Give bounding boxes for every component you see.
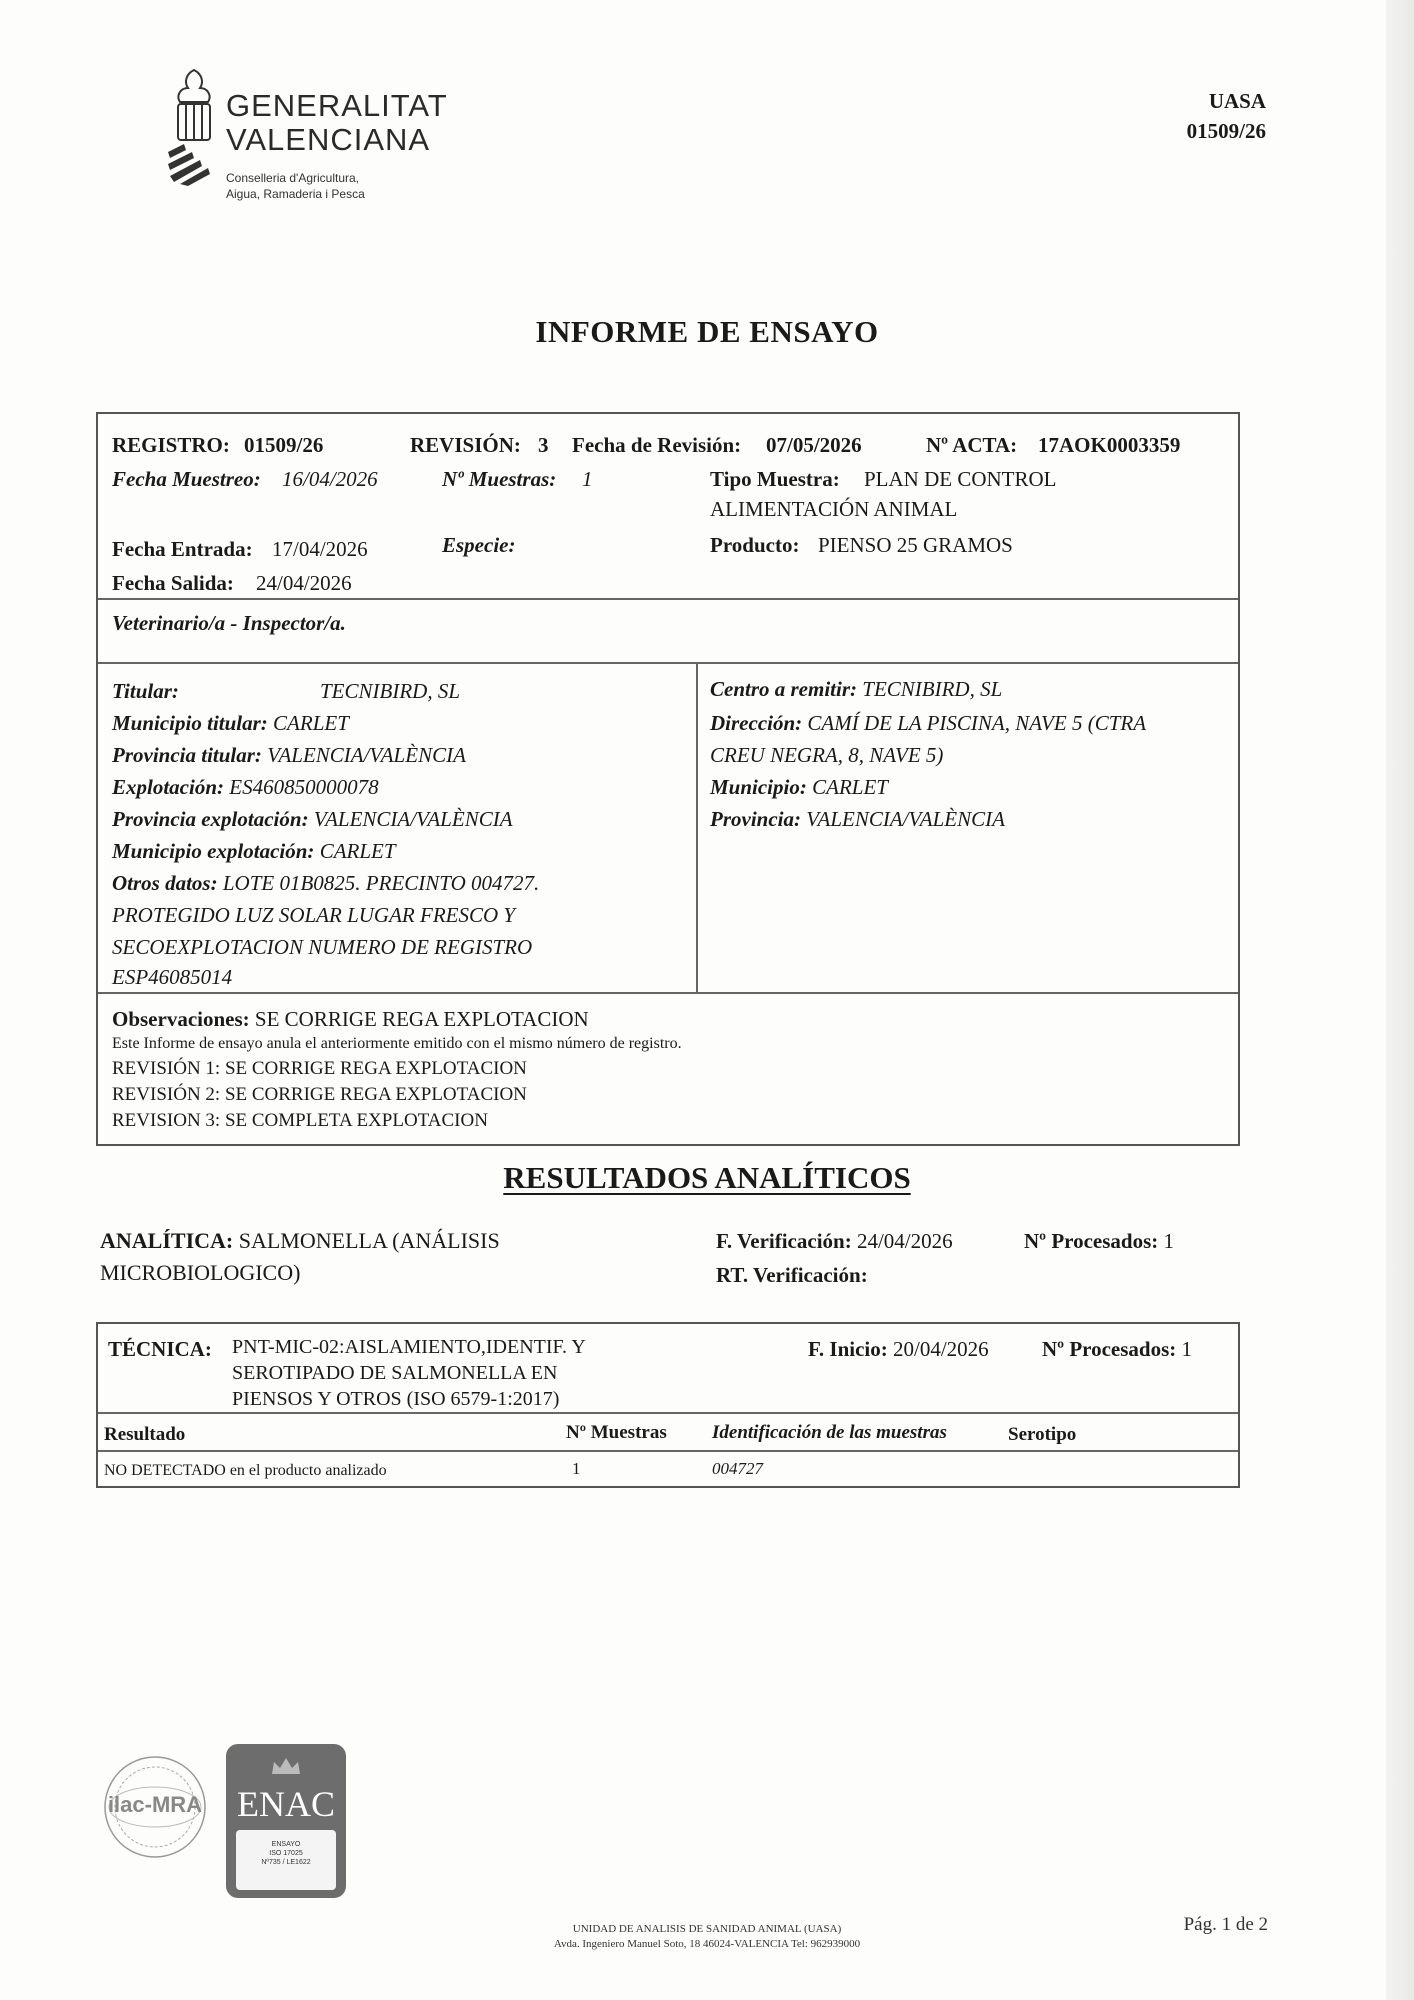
result-value: NO DETECTADO en el producto analizado: [104, 1462, 387, 1479]
observaciones-value: SE CORRIGE REGA EXPLOTACION: [254, 1007, 589, 1031]
divider: [98, 1412, 1238, 1414]
enac-label: ENAC: [237, 1784, 335, 1824]
centro-label: Centro a remitir:: [710, 677, 858, 701]
page-edge: [1386, 0, 1414, 2000]
titular-value: TECNIBIRD, SL: [320, 679, 461, 703]
table-header-serotipo: Serotipo: [1008, 1424, 1077, 1445]
f-verificacion-row: [716, 1226, 953, 1256]
n-muestras-value: 1: [582, 467, 593, 491]
generalitat-emblem-icon: [166, 66, 222, 186]
n-muestras-label: Nº Muestras:: [442, 467, 557, 491]
result-n-muestras: 1: [572, 1459, 581, 1478]
f-verificacion-value: 24/04/2026: [856, 1229, 953, 1253]
provincia-explotacion-label: Provincia explotación:: [112, 807, 309, 831]
f-inicio-label: F. Inicio:: [808, 1337, 888, 1361]
tipo-muestra-value-2: ALIMENTACIÓN ANIMAL: [710, 497, 958, 521]
tecnica-line-2: SEROTIPADO DE SALMONELLA EN: [232, 1362, 558, 1384]
otros-datos-line-3: SECOEXPLOTACION NUMERO DE REGISTRO: [112, 935, 533, 959]
municipio-explotacion-value: CARLET: [319, 839, 396, 863]
divider: [98, 598, 1238, 600]
footer-line-1: UNIDAD DE ANALISIS DE SANIDAD ANIMAL (UASA): [572, 1923, 842, 1935]
n-procesados-label: Nº Procesados:: [1024, 1229, 1159, 1253]
unit-reference: [1187, 86, 1266, 146]
tecnica-n-procesados-value: 1: [1181, 1337, 1193, 1361]
fecha-revision-label: Fecha de Revisión:: [572, 433, 742, 457]
analitica-value-2: MICROBIOLOGICO): [100, 1260, 301, 1285]
page-number: Pág. 1 de 2: [1183, 1914, 1268, 1935]
producto-value: PIENSO 25 GRAMOS: [818, 533, 1013, 557]
explotacion-label: Explotación:: [112, 775, 225, 799]
registro-value: 01509/26: [244, 433, 324, 457]
ilac-mra-logo: [100, 1752, 210, 1862]
analitica-value-1: SALMONELLA (ANÁLISIS: [238, 1228, 500, 1253]
resultados-title-text: RESULTADOS ANALÍTICOS: [503, 1160, 911, 1195]
divider: [98, 992, 1238, 994]
analitica-label: ANALÍTICA:: [100, 1228, 234, 1253]
acta-label: Nº ACTA:: [926, 433, 1018, 457]
municipio-titular-row: [112, 708, 349, 738]
logo-line-2: VALENCIANA: [226, 122, 431, 157]
municipio-label: Municipio:: [710, 775, 807, 799]
table-header-identificacion: Identificación de las muestras: [712, 1422, 947, 1443]
table-header-resultado: Resultado: [104, 1424, 186, 1445]
municipio-explotacion-label: Municipio explotación:: [112, 839, 315, 863]
provincia-explotacion-row: [112, 804, 513, 834]
producto-label: Producto:: [710, 533, 800, 557]
tecnica-n-procesados-label: Nº Procesados:: [1042, 1337, 1177, 1361]
centro-value: TECNIBIRD, SL: [862, 677, 1003, 701]
provincia-titular-label: Provincia titular:: [112, 743, 262, 767]
provincia-label: Provincia:: [710, 807, 801, 831]
explotacion-value: ES460850000078: [229, 775, 379, 799]
enac-accreditation-text: ENSAYO ISO 17025 Nº735 / LE1622: [261, 1841, 311, 1866]
f-inicio-value: 20/04/2026: [892, 1337, 989, 1361]
otros-datos-line-1: LOTE 01B0825. PRECINTO 004727.: [222, 871, 540, 895]
n-procesados-value: 1: [1163, 1229, 1175, 1253]
tecnica-label: TÉCNICA:: [108, 1337, 212, 1361]
crown-icon: [270, 1754, 302, 1776]
divider: [98, 1450, 1238, 1452]
provincia-row: [710, 804, 1005, 834]
otros-datos-line-4: ESP46085014: [112, 965, 233, 989]
tecnica-line-1: PNT-MIC-02:AISLAMIENTO,IDENTIF. Y: [232, 1336, 586, 1358]
divider: [98, 662, 1238, 664]
direccion-label: Dirección:: [710, 711, 803, 735]
document-title: INFORME DE ENSAYO: [535, 314, 879, 349]
fecha-salida-label: Fecha Salida:: [112, 571, 234, 595]
enac-logo: [226, 1744, 346, 1898]
especie-label: Especie:: [442, 533, 516, 557]
ilac-mra-text: ilac-MRA: [107, 1792, 203, 1817]
fecha-entrada-value: 17/04/2026: [272, 537, 368, 561]
provincia-value: VALENCIA/VALÈNCIA: [806, 807, 1005, 831]
tecnica-box: [96, 1322, 1240, 1488]
tipo-muestra-label: Tipo Muestra:: [710, 467, 840, 491]
column-divider: [696, 662, 698, 992]
observaciones-row: [112, 1004, 589, 1034]
provincia-titular-row: [112, 740, 466, 770]
revision-value: 3: [538, 433, 549, 457]
logo-subtitle-line-2: Aigua, Ramaderia i Pesca: [226, 187, 365, 201]
analitica-row: [100, 1226, 500, 1256]
footer-line-2: Avda. Ingeniero Manuel Soto, 18 46024-VALENCIA Tel: 962939000: [553, 1938, 861, 1950]
centro-row: [710, 674, 1002, 704]
direccion-line-2: CREU NEGRA, 8, NAVE 5): [710, 743, 944, 767]
n-procesados-row: [1024, 1226, 1174, 1256]
veterinario-label: Veterinario/a - Inspector/a.: [112, 611, 346, 635]
direccion-row: [710, 708, 1146, 738]
fecha-salida-value: 24/04/2026: [256, 571, 352, 595]
observaciones-line-4: REVISION 3: SE COMPLETA EXPLOTACION: [112, 1110, 488, 1131]
fecha-muestreo-value: 16/04/2026: [282, 467, 378, 491]
f-inicio-row: [808, 1334, 989, 1364]
explotacion-row: [112, 772, 379, 802]
rt-verificacion-label: RT. Verificación:: [716, 1263, 868, 1287]
tipo-muestra-value-1: PLAN DE CONTROL: [864, 467, 1057, 491]
tecnica-n-procesados-row: [1042, 1334, 1192, 1364]
direccion-line-1: CAMÍ DE LA PISCINA, NAVE 5 (CTRA: [807, 711, 1147, 735]
otros-datos-line-2: PROTEGIDO LUZ SOLAR LUGAR FRESCO Y: [112, 903, 516, 927]
fecha-revision-value: 07/05/2026: [766, 433, 862, 457]
generalitat-logo: [166, 66, 466, 216]
acta-value: 17AOK0003359: [1038, 433, 1181, 457]
table-header-n-muestras: Nº Muestras: [566, 1422, 667, 1443]
revision-label: REVISIÓN:: [410, 433, 521, 457]
f-verificacion-label: F. Verificación:: [716, 1229, 852, 1253]
provincia-explotacion-value: VALENCIA/VALÈNCIA: [313, 807, 513, 831]
observaciones-label: Observaciones:: [112, 1007, 250, 1031]
logo-line-1: GENERALITAT: [226, 88, 448, 123]
registro-label: REGISTRO:: [112, 433, 230, 457]
municipio-explotacion-row: [112, 836, 396, 866]
resultados-title: [0, 1160, 1414, 1196]
otros-datos-row: [112, 868, 539, 898]
fecha-muestreo-label: Fecha Muestreo:: [112, 467, 261, 491]
logo-subtitle-line-1: Conselleria d'Agricultura,: [226, 171, 360, 185]
registry-reference: 01509/26: [1186, 119, 1266, 143]
sample-info-box: [96, 412, 1240, 1146]
provincia-titular-value: VALENCIA/VALÈNCIA: [267, 743, 466, 767]
titular-label: Titular:: [112, 679, 179, 703]
enac-accreditation-box: [236, 1830, 336, 1890]
tecnica-line-3: PIENSOS Y OTROS (ISO 6579-1:2017): [232, 1388, 560, 1410]
municipio-titular-value: CARLET: [273, 711, 349, 735]
municipio-value: CARLET: [812, 775, 888, 799]
unit-code: UASA: [1208, 89, 1266, 113]
otros-datos-label: Otros datos:: [112, 871, 218, 895]
logo-subtitle: [226, 170, 446, 202]
observaciones-line-1: Este Informe de ensayo anula el anteriormente emitido con el mismo número de registro.: [112, 1035, 682, 1052]
municipio-row: [710, 772, 888, 802]
result-identificacion: 004727: [712, 1459, 763, 1478]
observaciones-line-2: REVISIÓN 1: SE CORRIGE REGA EXPLOTACION: [112, 1058, 527, 1079]
observaciones-line-3: REVISIÓN 2: SE CORRIGE REGA EXPLOTACION: [112, 1084, 527, 1105]
fecha-entrada-label: Fecha Entrada:: [112, 537, 253, 561]
municipio-titular-label: Municipio titular:: [112, 711, 268, 735]
